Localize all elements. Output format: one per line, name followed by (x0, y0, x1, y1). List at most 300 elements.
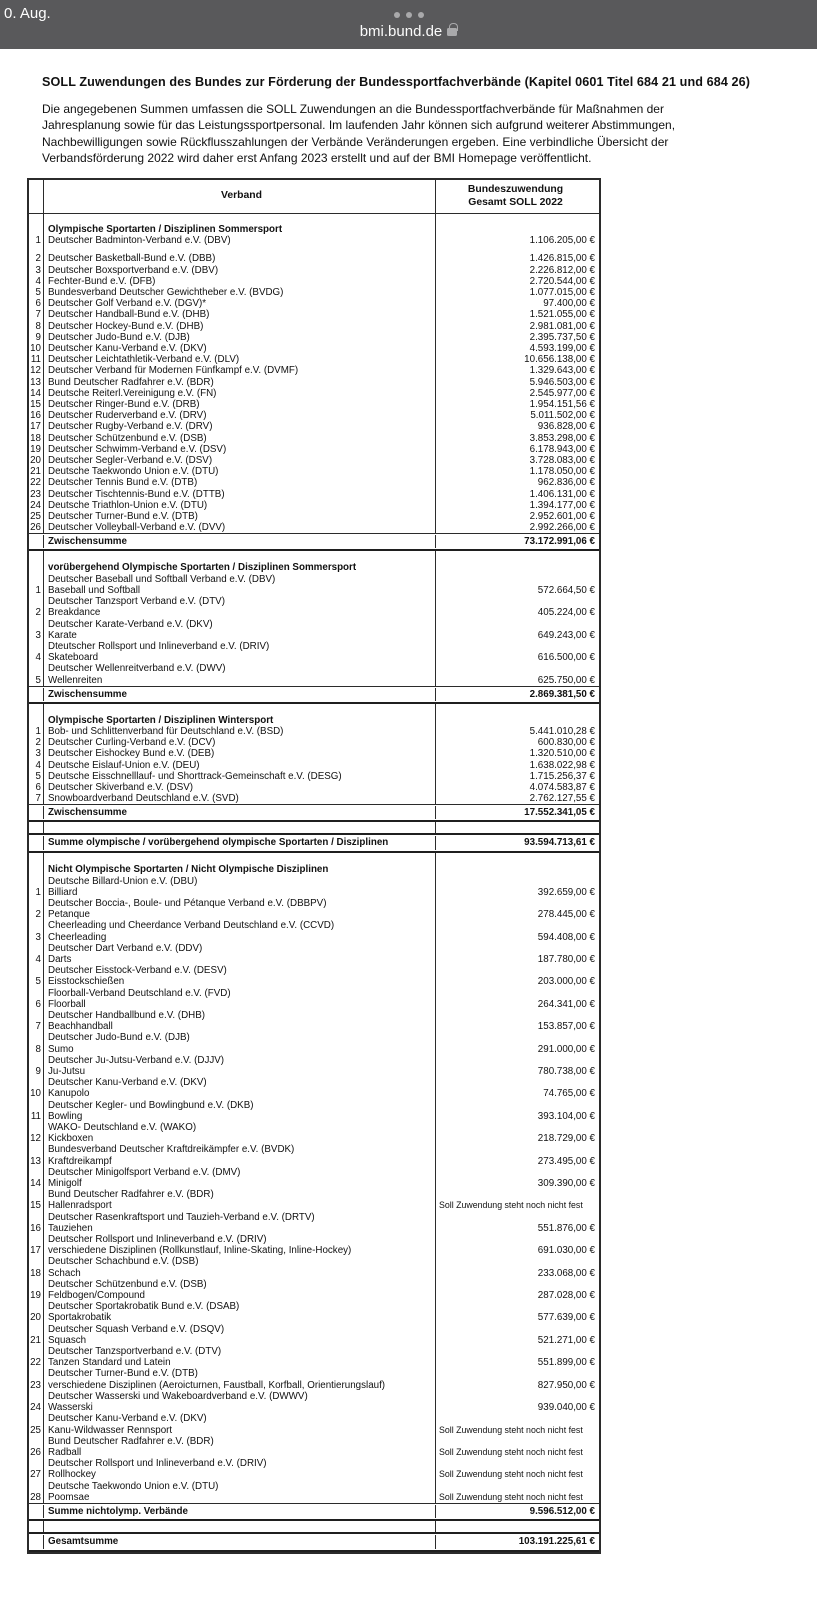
verband-cell: Deutscher Badminton-Verband e.V. (DBV) (44, 235, 436, 246)
association-row (29, 1167, 599, 1178)
association-row (29, 1346, 599, 1357)
row-number-cell: 22 (29, 1357, 44, 1368)
value-cell (436, 704, 599, 715)
row-number-cell (29, 1279, 44, 1290)
table-row (29, 235, 599, 246)
value-cell (436, 619, 599, 630)
verband-cell: Deutsche Billard-Union e.V. (DBU) (44, 876, 436, 887)
row-number-cell: 5 (29, 771, 44, 782)
row-number-cell (29, 1324, 44, 1335)
row-number-cell (29, 214, 44, 224)
verband-cell: Squasch (44, 1335, 436, 1346)
value-cell (436, 853, 599, 864)
verband-cell (44, 822, 436, 833)
association-row (29, 1189, 599, 1200)
verband-cell: Deutscher Rollsport und Inlineverband e.V. (DRIV) (44, 1458, 436, 1469)
association-row (29, 1481, 599, 1492)
url-label: bmi.bund.de (359, 23, 443, 40)
value-column-header: Bundeszuwendung Gesamt SOLL 2022 (467, 184, 564, 208)
verband-cell: Petanque (44, 909, 436, 920)
row-number-cell: 1 (29, 585, 44, 596)
table-row (29, 377, 599, 388)
value-cell (436, 224, 599, 235)
subtotal-row (29, 804, 599, 822)
value-cell: 218.729,00 € (537, 1133, 595, 1145)
value-cell (436, 965, 599, 976)
verband-cell: Poomsae (44, 1492, 436, 1503)
verband-cell (44, 853, 436, 864)
row-number-cell: 25 (29, 1425, 44, 1436)
verband-cell: Kanu-Wildwasser Rennsport (44, 1425, 436, 1436)
row-number-cell: 6 (29, 298, 44, 309)
table-row (29, 1156, 599, 1167)
dot-icon (406, 12, 412, 18)
row-number-cell (29, 663, 44, 674)
table-row (29, 388, 599, 399)
row-number-cell (29, 1212, 44, 1223)
verband-cell: verschiedene Disziplinen (Rollkunstlauf, Inline-Skating, Inline-Hockey) (44, 1245, 436, 1256)
row-number-cell: 25 (29, 511, 44, 522)
row-number-cell (29, 619, 44, 630)
spacer-row (29, 1521, 599, 1532)
value-cell: 5.946.503,00 € (529, 376, 595, 388)
table-row (29, 932, 599, 943)
verband-cell: Deutscher Rollsport und Inlineverband e.V. (DRIV) (44, 1234, 436, 1245)
value-cell: 2.720.544,00 € (529, 275, 595, 287)
row-number-cell (29, 704, 44, 715)
value-cell: 5.441.010,28 € (529, 725, 595, 737)
browser-bar (0, 0, 817, 49)
verband-cell: Bund Deutscher Radfahrer e.V. (BDR) (44, 1189, 436, 1200)
row-number-cell (29, 1055, 44, 1066)
verband-cell: Deutscher Rasenkraftsport und Tauzieh-Verband e.V. (DRTV) (44, 1212, 436, 1223)
value-cell (436, 1234, 599, 1245)
value-cell: 2.545.977,00 € (529, 387, 595, 399)
row-number-cell: 3 (29, 630, 44, 641)
verband-cell: Deutscher Handballbund e.V. (DHB) (44, 1010, 436, 1021)
verband-cell: Hallenradsport (44, 1200, 436, 1211)
value-cell: 600.830,00 € (537, 737, 595, 749)
verband-cell: Deutscher Segler-Verband e.V. (DSV) (44, 455, 436, 466)
spacer-row (29, 822, 599, 833)
row-number-cell: 18 (29, 433, 44, 444)
row-number-cell: 17 (29, 1245, 44, 1256)
row-number-cell (29, 1122, 44, 1133)
value-cell (436, 1077, 599, 1088)
row-number-cell (29, 535, 44, 548)
value-cell: 291.000,00 € (537, 1043, 595, 1055)
verband-cell: Deutscher Dart Verband e.V. (DDV) (44, 943, 436, 954)
row-number-cell: 26 (29, 522, 44, 533)
value-cell (436, 1324, 599, 1335)
value-cell: 2.395.737,50 € (529, 331, 595, 343)
verband-cell: Deutscher Wasserski und Wakeboardverband e.V. (DWWV) (44, 1391, 436, 1402)
value-cell (436, 1055, 599, 1066)
row-number-cell: 4 (29, 652, 44, 663)
row-number-cell (29, 876, 44, 887)
value-cell (436, 822, 599, 833)
value-cell (436, 574, 599, 585)
row-number-cell: 9 (29, 332, 44, 343)
table-row (29, 253, 599, 264)
table-row (29, 1402, 599, 1413)
row-number-cell (29, 853, 44, 864)
value-cell: 521.271,00 € (537, 1334, 595, 1346)
value-cell: 2.952.601,00 € (529, 511, 595, 523)
value-cell: 5.011.502,00 € (530, 410, 595, 422)
value-cell (436, 943, 599, 954)
value-cell: 17.552.341,05 € (524, 807, 595, 819)
verband-cell: Tauziehen (44, 1223, 436, 1234)
value-cell: 6.178.943,00 € (529, 443, 595, 455)
table-row (29, 287, 599, 298)
table-row (29, 1312, 599, 1323)
row-number-cell: 8 (29, 321, 44, 332)
verband-cell: Sportakrobatik (44, 1312, 436, 1323)
grand-total-row (29, 1532, 599, 1552)
verband-cell: Deutscher Wellenreitverband e.V. (DWV) (44, 663, 436, 674)
value-cell (436, 562, 599, 573)
table-row (29, 511, 599, 522)
url-field[interactable] (0, 23, 817, 40)
row-number-cell: 2 (29, 253, 44, 264)
verband-cell: Deutscher Ruderverband e.V. (DRV) (44, 410, 436, 421)
verband-cell: Summe olympische / vorübergehend olympische Sportarten / Disziplinen (44, 836, 436, 850)
row-number-cell (29, 988, 44, 999)
row-number-cell (29, 806, 44, 819)
row-number-cell: 10 (29, 343, 44, 354)
table-row (29, 455, 599, 466)
row-number-cell (29, 1010, 44, 1021)
verband-cell: Deutscher Minigolfsport Verband e.V. (DMV) (44, 1167, 436, 1178)
value-cell: 278.445,00 € (537, 909, 595, 921)
verband-cell: vorübergehend Olympische Sportarten / Disziplinen Sommersport (44, 562, 436, 573)
verband-cell: Kanupolo (44, 1088, 436, 1099)
value-cell (436, 876, 599, 887)
verband-cell: Deutscher Rugby-Verband e.V. (DRV) (44, 421, 436, 432)
verband-cell: Deutscher Eishockey Bund e.V. (DEB) (44, 748, 436, 759)
verband-cell: Deutsche Reiterl.Vereinigung e.V. (FN) (44, 388, 436, 399)
verband-cell: Deutscher Squash Verband e.V. (DSQV) (44, 1324, 436, 1335)
row-number-cell (29, 224, 44, 235)
verband-cell: Deutsche Taekwondo Union e.V. (DTU) (44, 1481, 436, 1492)
table-row (29, 332, 599, 343)
verband-cell: Deutscher Judo-Bund e.V. (DJB) (44, 332, 436, 343)
verband-cell: Bundesverband Deutscher Kraftdreikämpfer e.V. (BVDK) (44, 1144, 436, 1155)
row-number-cell: 4 (29, 760, 44, 771)
verband-cell: Deutscher Handball-Bund e.V. (DHB) (44, 309, 436, 320)
row-number-cell: 3 (29, 265, 44, 276)
value-cell (436, 1368, 599, 1379)
value-cell: 4.593.199,00 € (529, 343, 595, 355)
association-row (29, 1279, 599, 1290)
verband-cell: Kickboxen (44, 1133, 436, 1144)
grants-table (27, 178, 601, 1554)
table-row (29, 1357, 599, 1368)
table-row (29, 321, 599, 332)
association-row (29, 1458, 599, 1469)
table-row (29, 782, 599, 793)
value-cell: 625.750,00 € (537, 674, 595, 686)
row-number-cell: 1 (29, 235, 44, 246)
verband-cell: Deutscher Skiverband e.V. (DSV) (44, 782, 436, 793)
verband-cell: Radball (44, 1447, 436, 1458)
row-number-cell (29, 1535, 44, 1549)
row-number-cell: 20 (29, 1312, 44, 1323)
row-number-cell: 11 (29, 354, 44, 365)
verband-cell: Ju-Jutsu (44, 1066, 436, 1077)
verband-cell: Deutsche Taekwondo Union e.V. (DTU) (44, 466, 436, 477)
verband-cell: Deutscher Tanzsport Verband e.V. (DTV) (44, 596, 436, 607)
row-number-cell: 26 (29, 1447, 44, 1458)
association-row (29, 876, 599, 887)
association-row (29, 943, 599, 954)
verband-cell: Deutscher Boxsportverband e.V. (DBV) (44, 265, 436, 276)
row-number-cell: 15 (29, 1200, 44, 1211)
row-number-cell (29, 562, 44, 573)
verband-cell: Deutscher Tischtennis-Bund e.V. (DTTB) (44, 489, 436, 500)
row-number-cell (29, 822, 44, 833)
row-number-cell: 8 (29, 1044, 44, 1055)
verband-cell: Deutscher Schützenbund e.V. (DSB) (44, 433, 436, 444)
row-number-cell (29, 1346, 44, 1357)
verband-cell: Eisstockschießen (44, 976, 436, 987)
verband-cell: Deutsche Triathlon-Union e.V. (DTU) (44, 500, 436, 511)
value-cell (436, 1122, 599, 1133)
row-number-cell: 12 (29, 365, 44, 376)
value-cell: 264.341,00 € (537, 998, 595, 1010)
table-row (29, 354, 599, 365)
row-number-cell (29, 1413, 44, 1424)
row-number-cell (29, 943, 44, 954)
value-cell: 273.495,00 € (537, 1155, 595, 1167)
value-cell: 103.191.225,61 € (518, 1535, 595, 1547)
table-row (29, 976, 599, 987)
value-cell: 1.320.510,00 € (529, 748, 595, 760)
association-row (29, 1301, 599, 1312)
association-row (29, 1055, 599, 1066)
table-row (29, 1245, 599, 1256)
spacer-row (29, 246, 599, 253)
row-number-cell: 17 (29, 421, 44, 432)
verband-cell (44, 246, 436, 253)
page-title: SOLL Zuwendungen des Bundes zur Förderung der Bundessportfachverbände (Kapitel 0601 Titel 684 21 und 684 26) (42, 75, 751, 89)
row-number-cell (29, 965, 44, 976)
value-cell: 233.068,00 € (537, 1267, 595, 1279)
table-row (29, 1200, 599, 1211)
value-cell: 1.406.131,00 € (529, 488, 595, 500)
value-cell: 616.500,00 € (537, 652, 595, 664)
table-header-row (29, 180, 599, 214)
dot-icon (418, 12, 424, 18)
verband-cell: Olympische Sportarten / Disziplinen Sommersport (44, 224, 436, 235)
value-cell: 827.950,00 € (537, 1379, 595, 1391)
value-cell: 3.853.298,00 € (529, 432, 595, 444)
row-number-cell (29, 864, 44, 875)
row-number-cell (29, 1436, 44, 1447)
table-row (29, 1088, 599, 1099)
table-row (29, 1290, 599, 1301)
row-number-cell: 16 (29, 410, 44, 421)
row-number-cell: 23 (29, 489, 44, 500)
row-number-cell: 7 (29, 309, 44, 320)
value-cell (436, 1391, 599, 1402)
table-row (29, 954, 599, 965)
table-row (29, 1447, 599, 1458)
value-cell: 962.836,00 € (537, 477, 595, 489)
lock-icon (447, 28, 457, 36)
row-number-cell: 21 (29, 1335, 44, 1346)
association-row (29, 965, 599, 976)
verband-cell: Tanzen Standard und Latein (44, 1357, 436, 1368)
verband-cell: Deutscher Kanu-Verband e.V. (DKV) (44, 1413, 436, 1424)
value-cell: 187.780,00 € (537, 953, 595, 965)
verband-cell: Deutscher Turner-Bund e.V. (DTB) (44, 511, 436, 522)
verband-cell: Bund Deutscher Radfahrer e.V. (BDR) (44, 1436, 436, 1447)
table-row (29, 1066, 599, 1077)
table-row (29, 522, 599, 533)
table-row (29, 726, 599, 737)
value-cell (436, 898, 599, 909)
table-row (29, 1133, 599, 1144)
verband-cell: Deutscher Schützenbund e.V. (DSB) (44, 1279, 436, 1290)
table-row (29, 909, 599, 920)
table-row (29, 771, 599, 782)
row-number-cell: 27 (29, 1469, 44, 1480)
row-number-cell: 12 (29, 1133, 44, 1144)
value-cell (436, 596, 599, 607)
verband-cell: Deutsche Eisschnelllauf- und Shorttrack-Gemeinschaft e.V. (DESG) (44, 771, 436, 782)
row-number-cell (29, 1032, 44, 1043)
value-cell: 939.040,00 € (537, 1402, 595, 1414)
value-cell (436, 551, 599, 562)
table-row (29, 410, 599, 421)
value-cell: Soll Zuwendung steht noch nicht fest (439, 1200, 583, 1211)
verband-cell: Karate (44, 630, 436, 641)
value-cell (436, 1346, 599, 1357)
row-number-cell: 6 (29, 999, 44, 1010)
verband-cell: Deutscher Curling-Verband e.V. (DCV) (44, 737, 436, 748)
section-title-row (29, 715, 599, 726)
row-number-cell (29, 551, 44, 562)
verband-cell: Skateboard (44, 652, 436, 663)
row-number-cell (29, 1100, 44, 1111)
verband-cell: Darts (44, 954, 436, 965)
verband-cell: Deutscher Schachbund e.V. (DSB) (44, 1256, 436, 1267)
value-cell (436, 715, 599, 726)
association-row (29, 596, 599, 607)
value-cell: 2.992.266,00 € (529, 522, 595, 534)
value-cell: 392.659,00 € (537, 886, 595, 898)
verband-cell (44, 551, 436, 562)
verband-cell: Schach (44, 1268, 436, 1279)
row-number-cell: 21 (29, 466, 44, 477)
row-number-cell: 14 (29, 1178, 44, 1189)
value-cell: 2.762.127,55 € (529, 793, 595, 805)
verband-cell: Feldbogen/Compound (44, 1290, 436, 1301)
table-row (29, 887, 599, 898)
verband-cell: Breakdance (44, 607, 436, 618)
row-number-cell (29, 1234, 44, 1245)
value-cell: 2.981.081,00 € (529, 320, 595, 332)
value-cell (436, 1521, 599, 1532)
verband-cell: WAKO- Deutschland e.V. (WAKO) (44, 1122, 436, 1133)
verband-cell: Deutscher Schwimm-Verband e.V. (DSV) (44, 444, 436, 455)
table-row (29, 309, 599, 320)
association-row (29, 1436, 599, 1447)
verband-cell: Zwischensumme (44, 535, 436, 548)
verband-cell: Summe nichtolymp. Verbände (44, 1505, 436, 1518)
verband-cell: Floorball-Verband Deutschland e.V. (FVD) (44, 988, 436, 999)
row-number-cell: 14 (29, 388, 44, 399)
value-cell: 551.876,00 € (537, 1222, 595, 1234)
verband-cell: Deutscher Kanu-Verband e.V. (DKV) (44, 343, 436, 354)
row-number-cell: 6 (29, 782, 44, 793)
table-row (29, 1044, 599, 1055)
row-number-cell: 16 (29, 1223, 44, 1234)
value-cell: 1.638.022,98 € (529, 759, 595, 771)
value-cell (436, 988, 599, 999)
row-number-cell: 15 (29, 399, 44, 410)
value-cell: 1.394.177,00 € (529, 499, 595, 511)
row-number-cell (29, 1189, 44, 1200)
row-number-header (29, 180, 44, 213)
section-title-row (29, 224, 599, 235)
ellipsis-icon[interactable] (0, 12, 817, 18)
row-number-cell: 3 (29, 748, 44, 759)
table-row (29, 1335, 599, 1346)
table-row (29, 737, 599, 748)
value-cell: 203.000,00 € (537, 976, 595, 988)
association-row (29, 1032, 599, 1043)
row-number-cell: 4 (29, 954, 44, 965)
dot-icon (394, 12, 400, 18)
value-cell: 393.104,00 € (537, 1110, 595, 1122)
value-cell: 1.715.256,37 € (529, 770, 595, 782)
value-cell: 1.077.015,00 € (529, 287, 595, 299)
row-number-cell (29, 688, 44, 701)
verband-cell: Floorball (44, 999, 436, 1010)
table-row (29, 1223, 599, 1234)
row-number-cell: 23 (29, 1380, 44, 1391)
value-cell: 2.226.812,00 € (529, 264, 595, 276)
value-cell: Soll Zuwendung steht noch nicht fest (439, 1424, 583, 1435)
value-cell (436, 1144, 599, 1155)
row-number-cell (29, 574, 44, 585)
table-row (29, 1425, 599, 1436)
row-number-cell: 28 (29, 1492, 44, 1503)
verband-cell: Rollhockey (44, 1469, 436, 1480)
association-row (29, 1212, 599, 1223)
verband-cell: Deutscher Golf Verband e.V. (DGV)* (44, 298, 436, 309)
verband-cell (44, 704, 436, 715)
spacer-row (29, 853, 599, 864)
row-number-cell: 7 (29, 1021, 44, 1032)
value-cell: 572.664,50 € (537, 584, 595, 596)
row-number-cell (29, 1391, 44, 1402)
row-number-cell (29, 1256, 44, 1267)
table-row (29, 477, 599, 488)
association-row (29, 1122, 599, 1133)
value-cell (436, 1256, 599, 1267)
verband-cell: Deutscher Boccia-, Boule- und Pétanque Verband e.V. (DBBPV) (44, 898, 436, 909)
association-row (29, 1368, 599, 1379)
value-cell: 1.521.055,00 € (529, 309, 595, 321)
verband-cell: Billiard (44, 887, 436, 898)
row-number-cell: 19 (29, 1290, 44, 1301)
verband-cell (44, 1521, 436, 1532)
value-cell: 1.178.050,00 € (529, 466, 595, 478)
